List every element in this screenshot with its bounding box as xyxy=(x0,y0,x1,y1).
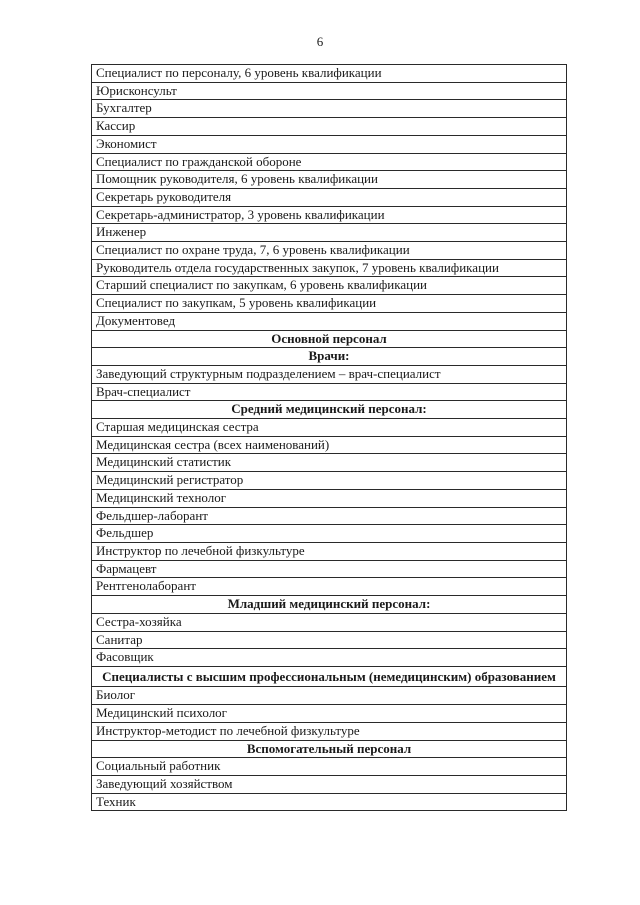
table-row xyxy=(92,436,567,454)
section-header-cell: Основной персонал xyxy=(92,330,567,348)
table-row xyxy=(92,578,567,596)
table-row xyxy=(92,259,567,277)
table-row xyxy=(92,687,567,705)
table-row xyxy=(92,775,567,793)
position-cell: Юрисконсульт xyxy=(92,82,567,100)
position-cell: Экономист xyxy=(92,135,567,153)
table-row xyxy=(92,542,567,560)
section-header-row xyxy=(92,596,567,614)
position-cell: Инструктор по лечебной физкультуре xyxy=(92,542,567,560)
position-cell: Специалист по персоналу, 6 уровень квалификации xyxy=(92,65,567,83)
table-row xyxy=(92,793,567,811)
staff-table-body xyxy=(92,65,567,811)
position-cell: Сестра-хозяйка xyxy=(92,613,567,631)
position-cell: Медицинский статистик xyxy=(92,454,567,472)
table-row xyxy=(92,153,567,171)
table-row xyxy=(92,525,567,543)
position-cell: Старшая медицинская сестра xyxy=(92,419,567,437)
table-row xyxy=(92,454,567,472)
position-cell: Фельдшер-лаборант xyxy=(92,507,567,525)
position-cell: Медицинский технолог xyxy=(92,489,567,507)
table-row xyxy=(92,242,567,260)
table-row xyxy=(92,277,567,295)
table-row xyxy=(92,649,567,667)
table-row xyxy=(92,383,567,401)
table-row xyxy=(92,188,567,206)
position-cell: Специалист по охране труда, 7, 6 уровень квалификации xyxy=(92,242,567,260)
position-cell: Фасовщик xyxy=(92,649,567,667)
table-row xyxy=(92,206,567,224)
position-cell: Руководитель отдела государственных закупок, 7 уровень квалификации xyxy=(92,259,567,277)
table-row xyxy=(92,560,567,578)
section-header-cell: Средний медицинский персонал: xyxy=(92,401,567,419)
position-cell: Инструктор-методист по лечебной физкультуре xyxy=(92,722,567,740)
position-cell: Помощник руководителя, 6 уровень квалификации xyxy=(92,171,567,189)
position-cell: Биолог xyxy=(92,687,567,705)
position-cell: Техник xyxy=(92,793,567,811)
position-cell: Медицинский психолог xyxy=(92,705,567,723)
position-cell: Врач-специалист xyxy=(92,383,567,401)
position-cell: Специалист по закупкам, 5 уровень квалификации xyxy=(92,295,567,313)
position-cell: Санитар xyxy=(92,631,567,649)
position-cell: Секретарь руководителя xyxy=(92,188,567,206)
position-cell: Заведующий структурным подразделением – врач-специалист xyxy=(92,365,567,383)
table-row xyxy=(92,65,567,83)
position-cell: Рентгенолаборант xyxy=(92,578,567,596)
table-row xyxy=(92,171,567,189)
table-row xyxy=(92,100,567,118)
position-cell: Заведующий хозяйством xyxy=(92,775,567,793)
table-row xyxy=(92,631,567,649)
table-row xyxy=(92,82,567,100)
section-header-row xyxy=(92,740,567,758)
page-number: 6 xyxy=(316,34,324,49)
table-row xyxy=(92,312,567,330)
section-header-row xyxy=(92,330,567,348)
position-cell: Документовед xyxy=(92,312,567,330)
table-row xyxy=(92,118,567,136)
section-header-cell: Специалисты с высшим профессиональным (немедицинским) образованием xyxy=(92,666,567,687)
section-header-row xyxy=(92,401,567,419)
section-header-cell: Вспомогательный персонал xyxy=(92,740,567,758)
position-cell: Кассир xyxy=(92,118,567,136)
table-row xyxy=(92,722,567,740)
section-header-row xyxy=(92,666,567,687)
table-row xyxy=(92,613,567,631)
table-row xyxy=(92,419,567,437)
position-cell: Секретарь-администратор, 3 уровень квалификации xyxy=(92,206,567,224)
position-cell: Специалист по гражданской обороне xyxy=(92,153,567,171)
position-cell: Бухгалтер xyxy=(92,100,567,118)
section-header-cell: Врачи: xyxy=(92,348,567,366)
table-row xyxy=(92,135,567,153)
position-cell: Фельдшер xyxy=(92,525,567,543)
position-cell: Инженер xyxy=(92,224,567,242)
position-cell: Фармацевт xyxy=(92,560,567,578)
table-row xyxy=(92,705,567,723)
table-row xyxy=(92,472,567,490)
table-row xyxy=(92,224,567,242)
position-cell: Социальный работник xyxy=(92,758,567,776)
position-cell: Медицинская сестра (всех наименований) xyxy=(92,436,567,454)
staff-positions-table xyxy=(91,64,567,811)
section-header-cell: Младший медицинский персонал: xyxy=(92,596,567,614)
position-cell: Медицинский регистратор xyxy=(92,472,567,490)
table-row xyxy=(92,489,567,507)
position-cell: Старший специалист по закупкам, 6 уровень квалификации xyxy=(92,277,567,295)
section-header-row xyxy=(92,348,567,366)
table-row xyxy=(92,295,567,313)
table-row xyxy=(92,758,567,776)
table-row xyxy=(92,507,567,525)
table-row xyxy=(92,365,567,383)
